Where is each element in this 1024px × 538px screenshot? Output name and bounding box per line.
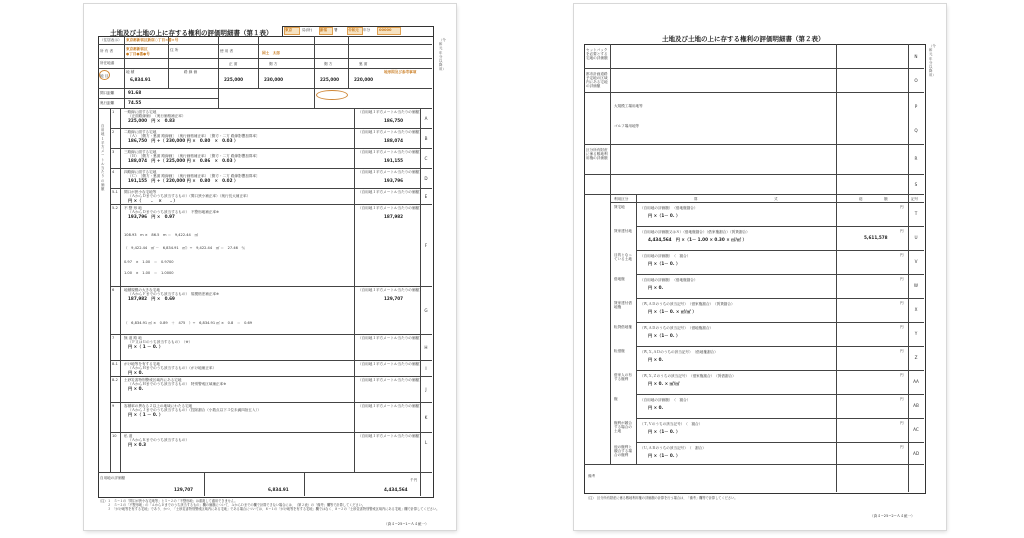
row-values: 円 ×（1－ 0. ）	[648, 213, 681, 218]
divider	[610, 194, 611, 464]
header-ward-suffix: 署	[334, 28, 338, 32]
scale-calc: （ 6,834.91 ㎡ × 0.89 ＋ 475 ）÷ 6,834.91 ㎡ × 0.8 ＝ 0.69	[124, 321, 253, 325]
row-divider	[110, 360, 432, 361]
row-number: 5-2	[112, 206, 118, 210]
row-values: 191,155 円 +（ 220,000 円 × 0.80 × 0.02 ）	[128, 178, 239, 183]
row-formula: （ＡからＤまでのうち該当するもの）（間口狭小補正率）（奥行長大補正率）	[128, 194, 251, 198]
row-formula: （自用地の評価額） （ 割合）	[640, 398, 691, 402]
row-code-letter: H	[424, 345, 428, 350]
row-divider	[110, 168, 432, 169]
row-unit: 円	[900, 253, 904, 257]
row-usage-label: 貸家建付借地権	[614, 301, 632, 309]
row-divider	[636, 442, 924, 443]
total-amount: 4,434,564	[384, 487, 408, 492]
row-values: 4,434,564 円 ×（1－ 1.00 × 0.30 × ㎡/㎡ ）	[648, 237, 747, 242]
side-note: （令和元年分以降用）	[929, 44, 936, 78]
frontage-value: 91.68	[128, 90, 142, 95]
main-form-frame	[98, 36, 434, 498]
irregular-calc-line4: 1.00 × 1.00 ＝ 1.0000	[124, 271, 174, 275]
row-result-label: （自用地１平方メートル当たりの価額）	[358, 336, 423, 340]
row-formula: （Ｂ） ［側方・裏面 路線価］ （奥行価格補正率） ［側方・二方 路線影響加算率］	[128, 154, 260, 158]
row-divider	[636, 418, 924, 419]
row-number: 9	[112, 404, 115, 408]
row-number: 8-1	[112, 362, 118, 366]
row-formula: （Ｗ,Ｘ,ＡＤのうちの該当記号） （借地権割合）	[640, 350, 718, 354]
evaluation-sheet-page-1	[84, 4, 456, 530]
row-result-label: （自用地１平方メートル当たりの価額）	[358, 288, 423, 292]
row-code-letter: J	[425, 387, 427, 392]
row-values: 円 ×（1－ 0. ）	[648, 429, 681, 434]
divider	[348, 36, 349, 88]
row-divider	[110, 334, 432, 335]
column-header-amount: 額	[884, 197, 888, 201]
row-result: 191,155	[384, 158, 404, 163]
row-result-label: （自用地１平方メートル当たりの価額）	[358, 404, 423, 408]
row-number: 8-2	[112, 378, 118, 382]
row-divider	[636, 298, 924, 299]
route-price-side1: 230,000	[264, 77, 284, 82]
divider	[636, 194, 637, 464]
owner-address-value: 東京都新宿区 ●丁目●番●号	[126, 47, 150, 56]
row-divider	[636, 226, 924, 227]
row-result-label: （自用地１平方メートル当たりの価額）	[358, 190, 423, 194]
row-unit: 円	[900, 349, 904, 353]
row-code-letter: I	[425, 366, 427, 371]
row-code-letter: T	[914, 211, 918, 216]
row-code-letter: N	[914, 54, 918, 59]
divider	[584, 144, 924, 145]
row-values: 円 × 0.	[648, 405, 664, 410]
divider	[610, 44, 611, 194]
row-title: 土砂災害特別警戒区域内にある宅地	[124, 378, 182, 382]
row-code-letter: P	[914, 104, 918, 109]
row-usage-label: 借家人の有する権利	[614, 373, 632, 381]
row-code-letter: G	[424, 308, 428, 313]
divider	[110, 108, 111, 472]
row-code-letter: Z	[914, 355, 918, 360]
row-usage-label: 他の権利と競合する場合の権利	[614, 445, 632, 457]
row-code-letter: AA	[913, 379, 919, 384]
row-usage-label: 権利が競合する場合の土地	[614, 421, 632, 433]
row-formula: （自用地の評価額又はＳ）（借地権割合）（借家権割合）（賃貸割合）	[640, 230, 750, 234]
irregular-calc-line3: 0.97 × 1.00 ＝ 0.9700	[124, 260, 174, 264]
header-year: 令和元	[348, 28, 359, 32]
row-values: 186,750 円 +（ 230,000 円 × 0.80 × 0.03 ）	[128, 138, 239, 143]
divider	[584, 68, 924, 69]
row-values: 187,982 円 × 0.69	[128, 296, 175, 301]
row-result: 5,611,578	[864, 235, 888, 240]
user-label: 使 用 者	[220, 49, 234, 53]
route-price-header-side1: 側 方	[269, 62, 278, 66]
row-number: 7	[112, 336, 115, 340]
page-title: 土地及び土地の上に存する権利の評価明細書（第１表）	[110, 29, 273, 37]
row-unit: 円	[900, 421, 904, 425]
column-header-code: 記号	[911, 197, 919, 201]
header-office: 東京	[285, 28, 293, 32]
row-result: 129,707	[384, 296, 404, 301]
divider	[168, 36, 169, 88]
row-divider	[636, 274, 924, 275]
row-usage-label: 権	[614, 397, 618, 401]
divider	[98, 68, 432, 69]
owner-label: 所 有 者	[100, 49, 114, 53]
row-divider	[636, 394, 924, 395]
footnote: （注）１ ５−１の「間口が狭小な宅地等」と５−２の「不整形地」は重複して適用できません。 ２ ５−２の「不整形地」の「ＡからＤまでのうち該当するもの」欄の価額について、ＡからＤまでの欄で計算できない場合には、（第２表）の「備考」欄等で計算してください。 ３ 「がけ地等を有する宅地」であり、かつ、「土砂災害特別警戒区域内にある宅地」である場合については、８−１の「がけ地等を有する宅地」欄ではなく、８−２の「土砂災害特別警戒区域内にある宅地」欄で計算してください。	[98, 499, 440, 512]
address-label: （住居表示）	[100, 38, 122, 42]
row-unit: 円	[900, 277, 904, 281]
row-code-letter: AB	[913, 403, 919, 408]
row-title: 二路線に面する宅地	[124, 130, 157, 134]
area-value: 6,834.91	[130, 77, 151, 82]
column-header-usage: 利用区分	[614, 197, 629, 201]
row-values: 円 × 0.	[128, 370, 144, 375]
land-right-label: 区分所有財産に係る敷地利用権の評価額	[586, 148, 608, 160]
large-land-label: 大規模工場用地等	[614, 104, 643, 108]
row-result-label: （自用地１平方メートル当たりの価額）	[358, 150, 423, 154]
row-divider	[110, 128, 432, 129]
row-formula: （自用地の評価額） （借地権割合）	[640, 278, 698, 282]
divider	[218, 36, 219, 108]
depth-value: 74.55	[128, 100, 142, 105]
row-values: 円 ×（ 1 － 0. ）	[128, 344, 163, 349]
row-result: 186,750	[384, 118, 404, 123]
footer-code: （資４−25−2−Ａ４統一）	[870, 514, 915, 518]
header-ward: 新宿	[320, 28, 328, 32]
divider	[304, 472, 305, 496]
row-number: 3	[112, 150, 115, 154]
divider	[836, 44, 837, 492]
divider	[584, 92, 924, 93]
irregular-calc-line1: 108.93 m × 86.5 m ＝ 9,422.44 ㎡	[124, 233, 199, 237]
row-divider	[110, 402, 432, 403]
row-values: 円 ×（1－ 0. × ㎡/㎡ ）	[648, 309, 697, 314]
row-result-label: （自用地１平方メートル当たりの価額）	[358, 362, 423, 366]
header-year-suffix: 年分	[363, 28, 371, 32]
divider	[124, 36, 125, 108]
row-usage-label: 借地権	[614, 277, 625, 281]
row-number: 6	[112, 288, 115, 292]
evaluation-sheet-page-2	[574, 4, 946, 530]
total-label: 自用地の評価額	[100, 476, 126, 480]
column-header-calc: 算	[694, 197, 698, 201]
divider	[258, 36, 259, 88]
row-code-letter: C	[424, 156, 428, 161]
remarks-label: 備考	[588, 474, 596, 478]
divider	[908, 44, 909, 492]
location-label: 所在地番	[100, 61, 115, 65]
row-code-letter: AD	[912, 451, 920, 456]
row-formula: （ＡからＨまでのうち該当するもの）（がけ地補正率）	[128, 366, 217, 370]
row-divider	[636, 202, 924, 203]
row-formula: （Ｗ,ＡＤのうちの該当記号） （借地権割合）	[640, 326, 714, 330]
row-code-letter: V	[914, 259, 918, 264]
route-price-label: 路 線 価	[184, 70, 198, 74]
route-price-header-back: 裏 面	[359, 62, 368, 66]
row-values: 円 ×（ 1 － 0. ）	[128, 412, 163, 417]
row-result-label: （自用地１平方メートル当たりの価額）	[358, 170, 423, 174]
total-area: 6,834.91	[268, 487, 289, 492]
row-usage-label: 転借権	[614, 349, 625, 353]
route-price-side2: 225,000	[320, 77, 340, 82]
divider	[204, 472, 205, 496]
owner-address-label: 住 所	[170, 48, 179, 52]
row-usage-label: 転貸借地権	[614, 325, 632, 329]
row-title: 三路線に面する宅地	[124, 150, 157, 154]
row-unit: 円	[900, 397, 904, 401]
row-title: がけ地等を有する宅地	[124, 362, 160, 366]
route-price-back: 220,000	[354, 77, 374, 82]
divider	[354, 108, 355, 472]
row-formula: （ＡからＦまでのうち該当するもの） 規模格差補正率※	[128, 292, 220, 296]
row-unit: 円	[900, 445, 904, 449]
row-title: 地積規模の大きな宅地	[124, 288, 160, 292]
row-values: 円 ×（1－ 0. ）	[648, 453, 681, 458]
row-usage-label: 貸家建付地	[614, 229, 632, 233]
row-values: 円 × 0.	[648, 357, 664, 362]
row-unit: 円	[900, 301, 904, 305]
row-divider	[110, 204, 432, 205]
row-formula: （自用地の評価額） （ 割合）	[640, 254, 691, 258]
divider	[98, 98, 218, 99]
row-unit: 円	[900, 373, 904, 377]
row-result-label: （自用地１平方メートル当たりの価額）	[358, 378, 423, 382]
row-values: 円 × 0.	[128, 386, 144, 391]
row-formula: （ＡからＨまでのうち該当するもの） 特別警戒区域補正率※	[128, 382, 227, 386]
row-values: 188,074 円 +（ 225,000 円 × 0.86 × 0.03 ）	[128, 158, 239, 163]
row-values: 193,796 円 × 0.97	[128, 214, 175, 219]
row-divider	[636, 346, 924, 347]
row-code-letter: Y	[914, 331, 918, 336]
frontage-label: 間口距離	[100, 91, 115, 95]
irregular-calc-line2: （ 9,422.44 ㎡ － 6,834.91 ㎡）÷ 9,422.44 ㎡ ＝ 27.46 ％	[124, 246, 246, 250]
row-result-label: （自用地１平方メートル当たりの価額）	[358, 206, 423, 210]
divider	[584, 194, 924, 195]
row-result-label: （自用地１平方メートル当たりの価額）	[358, 130, 423, 134]
row-values: 円 × 0.3	[128, 442, 147, 447]
row-formula: （正面路線価） （奥行価格補正率）	[128, 114, 186, 118]
row-number: 1	[112, 110, 115, 114]
row-code-letter: O	[914, 78, 918, 83]
row-code-letter: A	[424, 116, 428, 121]
map-note: 地形図及び参考事項	[384, 70, 417, 74]
depth-label: 奥行距離	[100, 101, 115, 105]
row-unit: 円	[900, 229, 904, 233]
total-per-sqm: 129,707	[174, 487, 194, 492]
header-bureau: 局(所)	[302, 28, 312, 32]
divider	[98, 58, 432, 59]
row-usage-label: 貸宅地	[614, 205, 625, 209]
row-result: 188,074	[384, 138, 404, 143]
row-code-letter: E	[424, 194, 428, 199]
route-price-header-side2: 側 方	[324, 62, 333, 66]
row-result-label: （自用地１平方メートル当たりの価額）	[358, 434, 423, 438]
page-title: 土地及び土地の上に存する権利の評価明細書（第２表）	[662, 35, 825, 43]
row-formula: （ＡからＤまでのうち該当するもの） 不整形地補正率※	[128, 210, 220, 214]
section-left-label: 自用地１平方メートル当たりの価額	[101, 124, 105, 192]
row-divider	[110, 108, 432, 109]
divider	[98, 472, 432, 473]
side-note: （令和元年分以降用）	[439, 38, 446, 72]
row-code-letter: R	[914, 156, 918, 161]
footer-code: （資４−25−1−Ａ４統一）	[384, 522, 429, 526]
column-header-formula: 式	[774, 197, 778, 201]
golf-land-label: ゴルフ場用地等	[614, 124, 640, 128]
row-number: 10	[112, 434, 117, 438]
row-formula: （ＡからＫまでのうち該当するもの）	[128, 438, 190, 442]
row-title: 無 道 路 地	[124, 336, 142, 340]
urban-plan-label: 都市計画道路予定地の区域内にある宅地の評価額	[586, 72, 608, 88]
row-unit: 円	[900, 205, 904, 209]
header-page: 00000	[379, 28, 392, 32]
row-title: 一路線に面する宅地	[124, 110, 157, 114]
row-divider	[110, 376, 432, 377]
row-code-letter: W	[913, 283, 919, 288]
row-values: 円 ×（1－ 0. ）	[648, 261, 681, 266]
row-result-label: （自用地１平方メートル当たりの価額）	[358, 110, 423, 114]
selected-land-use-circle	[99, 70, 110, 80]
row-number: 5-1	[112, 190, 118, 194]
row-code-letter: X	[914, 307, 918, 312]
row-formula: （Ｗ,ＡＤのうちの該当記号） （借家権割合） （賃貸割合）	[640, 302, 735, 306]
row-divider	[636, 322, 924, 323]
route-price-front: 225,000	[224, 77, 244, 82]
user-name-value: 国土 太郎	[262, 51, 280, 55]
land-use-label: 地 目	[100, 74, 109, 78]
row-divider	[110, 148, 432, 149]
row-result: 187,982	[384, 214, 404, 219]
area-label: 地 積	[126, 70, 135, 74]
row-values: 円 ×（ . × . ）	[128, 198, 178, 203]
row-title: 四路線に面する宅地	[124, 170, 157, 174]
row-code-letter: B	[424, 136, 428, 141]
row-title: 容積率の異なる２以上の地域にわたる宅地	[124, 404, 193, 408]
footnote: （注） 区分所有財産に係る敷地利用権の評価額の計算を行う場合は、「備考」欄等で計算してください。	[586, 496, 738, 500]
row-code-letter: AC	[913, 427, 919, 432]
row-number: 2	[112, 130, 115, 134]
divider	[584, 464, 924, 465]
row-code-letter: S	[914, 182, 918, 187]
row-code-letter: K	[424, 415, 428, 420]
row-divider	[636, 370, 924, 371]
row-formula: （Ｗ,Ｘ,Ｚのうちの該当記号） （借家権割合） （賃借割合）	[640, 374, 736, 378]
row-divider	[636, 250, 924, 251]
row-title: 私 道	[124, 434, 133, 438]
column-header-total: 総	[859, 197, 863, 201]
row-unit: 円	[900, 325, 904, 329]
row-usage-label: 目的となっている土地	[614, 253, 632, 261]
row-title: 間口が狭小な宅地等	[124, 190, 157, 194]
row-code-letter: D	[424, 176, 428, 181]
row-code-letter: L	[424, 440, 428, 445]
row-result: 193,796	[384, 178, 404, 183]
selected-district-circle	[316, 90, 348, 100]
divider	[98, 44, 432, 45]
row-formula: （Ｔ,Ｖのうちの該当記号） （ 割合）	[640, 422, 703, 426]
row-divider	[110, 188, 432, 189]
row-divider	[110, 286, 432, 287]
row-values: 円 ×（1－ 0. ）	[648, 333, 681, 338]
row-formula: （Ａ） ［側方・裏面 路線価］ （奥行価格補正率） ［側方・二方 路線影響加算率］	[128, 134, 260, 138]
row-code-letter: F	[424, 243, 428, 248]
setback-label: セットバックを必要とする宅地の評価額	[586, 48, 608, 60]
row-divider	[110, 432, 432, 433]
row-formula: （自用地の評価額） （借地権割合）	[640, 206, 698, 210]
row-code-letter: Q	[914, 128, 918, 133]
row-formula: （Ｆ又はＧのうち該当するもの） （※）	[128, 340, 193, 344]
row-values: 円 × 0.	[648, 285, 664, 290]
divider	[120, 108, 121, 472]
row-formula: （ＡからＪまでのうち該当するもの）（控除割合（小数点以下３位未満四捨五入））	[128, 408, 261, 412]
row-title: 不 整 形 地	[124, 206, 142, 210]
route-price-header-front: 正 面	[229, 62, 238, 66]
divider	[584, 174, 924, 175]
total-amount-unit: 千円	[410, 478, 418, 482]
divider	[314, 36, 315, 108]
address-value: 東京都新宿区新宿○丁目×番×号	[126, 38, 179, 42]
row-number: 4	[112, 170, 115, 174]
row-values: 円 × 0. × ㎡/㎡	[648, 381, 680, 386]
row-formula: （Ｕ,ＡＢのうちの該当記号） （ 割合）	[640, 446, 706, 450]
row-code-letter: U	[914, 235, 918, 240]
row-values: 225,000 円 × 0.83	[128, 118, 175, 123]
divider	[98, 88, 432, 89]
row-formula: （Ｃ） ［側方・裏面 路線価］ （奥行価格補正率） ［側方・二方 路線影響加算率］	[128, 174, 260, 178]
